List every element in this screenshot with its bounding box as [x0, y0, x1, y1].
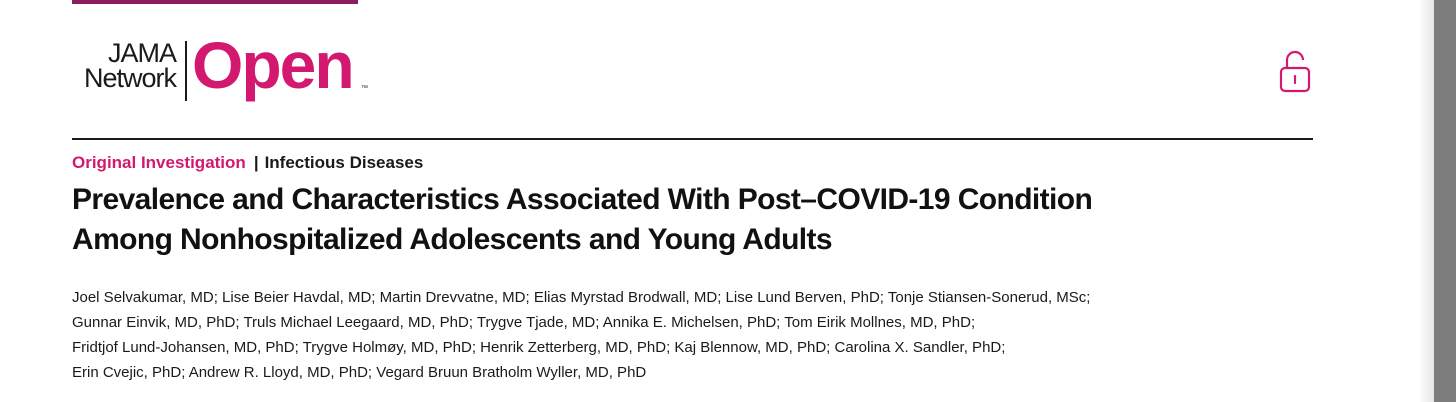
article-title-line-1: Prevalence and Characteristics Associated With Post–COVID-19 Condition [72, 183, 1093, 216]
scrollbar-track[interactable] [1434, 0, 1456, 402]
author-line: Erin Cvejic, PhD; Andrew R. Lloyd, MD, PhD; Vegard Bruun Bratholm Wyller, MD, PhD [72, 364, 647, 381]
logo-network-text: Network [83, 63, 176, 93]
author-list [72, 285, 1222, 385]
unlocked-padlock-icon [1279, 46, 1311, 94]
logo-divider [185, 41, 187, 101]
article-title-line-2: Among Nonhospitalized Adolescents and Young Adults [72, 223, 833, 256]
author-line: Joel Selvakumar, MD; Lise Beier Havdal, MD; Martin Drevvatne, MD; Elias Myrstad Brodwall, MD; Lise Lund Berven, PhD; Tonje Stiansen-Sonerud, MSc; [72, 289, 1091, 306]
logo-jama-text: JAMA [107, 38, 176, 68]
logo-trademark: ™ [361, 85, 368, 92]
article-title [72, 180, 1222, 260]
article-subject-link[interactable]: Infectious Diseases [264, 153, 424, 172]
author-line: Fridtjof Lund-Johansen, MD, PhD; Trygve Holmøy, MD, PhD; Henrik Zetterberg, MD, PhD; Kaj Blennow, MD, PhD; Carolina X. Sandler, PhD; [72, 339, 1006, 356]
logo-open-text: Open [192, 28, 353, 102]
author-line: Gunnar Einvik, MD, PhD; Truls Michael Leegaard, MD, PhD; Trygve Tjade, MD; Annika E. Michelsen, PhD; Tom Eirik Mollnes, MD, PhD; [72, 314, 976, 331]
category-separator: | [253, 153, 259, 172]
top-accent-bar [72, 0, 358, 4]
page-edge-shadow [1418, 0, 1434, 402]
article-category-line [72, 151, 423, 175]
article-type-link[interactable]: Original Investigation [72, 153, 246, 172]
header-rule [72, 138, 1313, 140]
